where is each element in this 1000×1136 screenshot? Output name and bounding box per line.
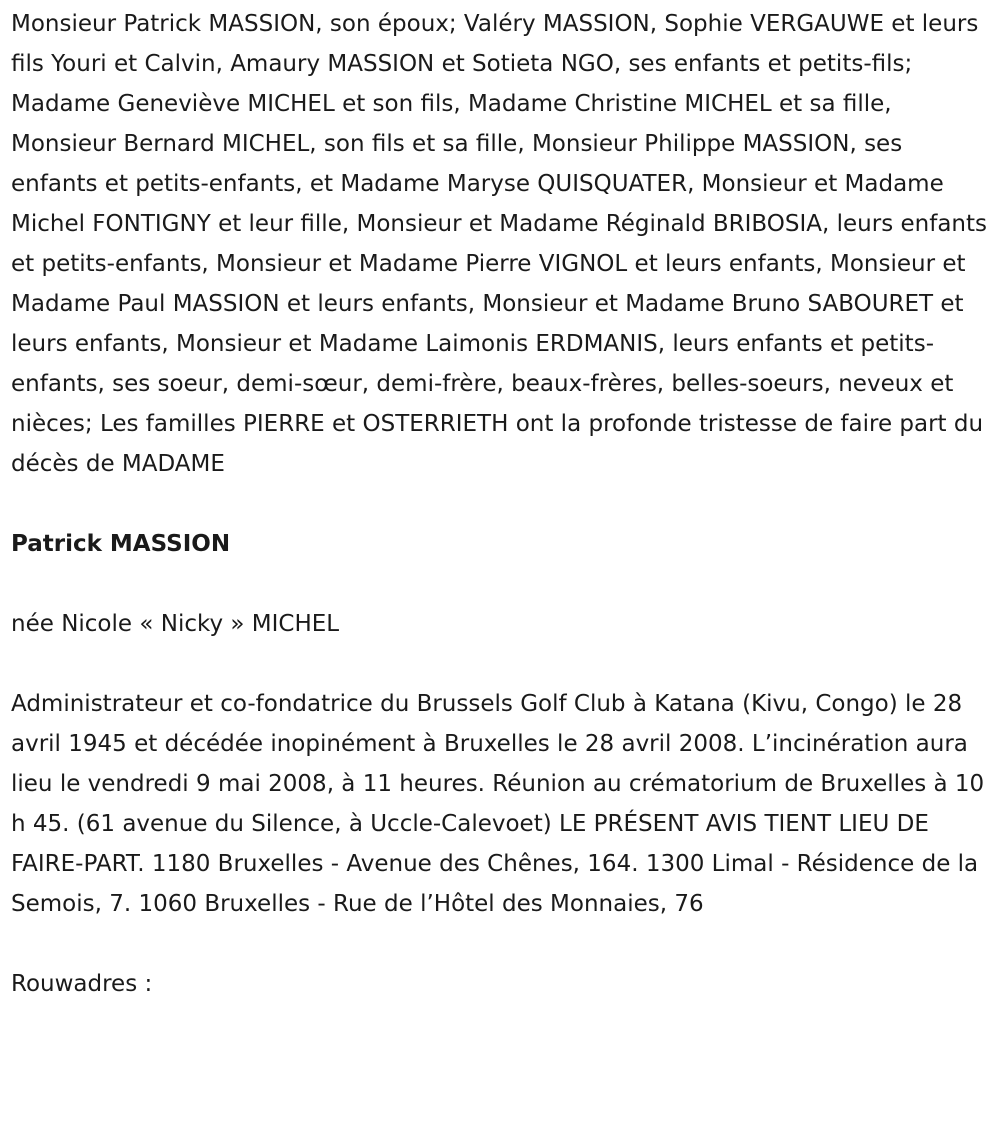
notice-details-paragraph: Administrateur et co-fondatrice du Brussels Golf Club à Katana (Kivu, Congo) le 28 avril 1945 et décédée inopinément à Bruxelles le 28 avril 2008. L’incinération aura lieu le vendredi 9 mai 2008, à 11 heures. Réunion au crématorium de Bruxelles à 10 h 45. (61 avenue du Silence, à Uccle-Calevoet) LE PRÉSENT AVIS TIENT LIEU DE FAIRE-PART. 1180 Bruxelles - Avenue des Chênes, 164. 1300 Limal - Résidence de la Semois, 7. 1060 Bruxelles - Rue de l’Hôtel des Monnaies, 76 (11, 691, 985, 917)
rouwadres-label: Rouwadres : (11, 971, 153, 997)
notice-intro-paragraph: Monsieur Patrick MASSION, son époux; Valéry MASSION, Sophie VERGAUWE et leurs fils Youri et Calvin, Amaury MASSION et Sotieta NGO, ses enfants et petits-fils; Madame Geneviève MICHEL et son fils, Madame Christine MICHEL et sa fille, Monsieur Bernard MICHEL, son fils et sa fille, Monsieur Philippe MASSION, ses enfants et petits-enfants, et Madame Maryse QUISQUATER, Monsieur et Madame Michel FONTIGNY et leur fille, Monsieur et Madame Réginald BRIBOSIA, leurs enfants et petits-enfants, Monsieur et Madame Pierre VIGNOL et leurs enfants, Monsieur et Madame Paul MASSION et leurs enfants, Monsieur et Madame Bruno SABOURET et leurs enfants, Monsieur et Madame Laimonis ERDMANIS, leurs enfants et petits-enfants, ses soeur, demi-sœur, demi-frère, beaux-frères, belles-soeurs, neveux et nièces; Les familles PIERRE et OSTERRIETH ont la profonde tristesse de faire part du décès de MADAME (11, 11, 987, 477)
deceased-name-heading: Patrick MASSION (11, 531, 231, 557)
birth-name-line: née Nicole « Nicky » MICHEL (11, 611, 340, 637)
